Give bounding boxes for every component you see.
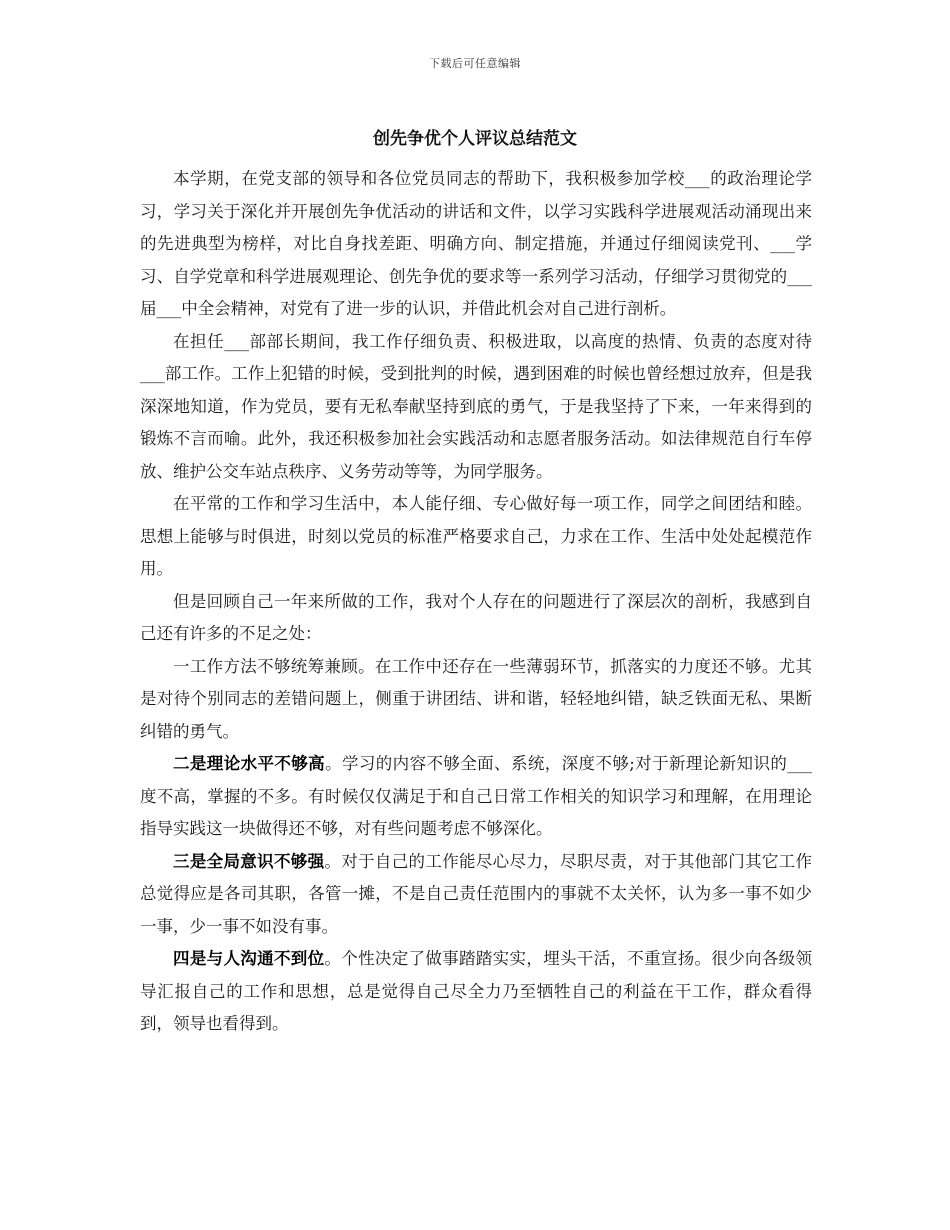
paragraph-6-text: 。学习的内容不够全面、系统，深度不够;对于新理论新知识的___度不高，掌握的不多。有时候仅仅满足于和自己日常工作相关的知识学习和理解，在用理论指导实践这一块做得还不够，对有些问题考虑不够深化。 <box>140 754 813 838</box>
document-body <box>140 163 812 1041</box>
paragraph-2 <box>140 326 812 489</box>
paragraph-8-lead: 四是与人沟通不到位 <box>173 949 325 968</box>
paragraph-4-text: 但是回顾自己一年来所做的工作，我对个人存在的问题进行了深层次的剖析，我感到自己还有许多的不足之处： <box>140 591 812 643</box>
paragraph-7-text: 。对于自己的工作能尽心尽力，尽职尽责，对于其他部门其它工作总觉得应是各司其职，各管一摊，不是自己责任范围内的事就不太关怀，认为多一事不如少一事，少一事不如没有事。 <box>140 851 813 936</box>
paragraph-8-text: 。个性决定了做事踏踏实实，埋头干活，不重宣扬。很少向各级领导汇报自己的工作和思想，总是觉得自己尽全力乃至牺牲自己的利益在干工作，群众看得到，领导也看得到。 <box>140 949 813 1033</box>
paragraph-5-text: 一工作方法不够统筹兼顾。在工作中还存在一些薄弱环节，抓落实的力度还不够。尤其是对待个别同志的差错问题上，侧重于讲团结、讲和谐，轻轻地纠错，缺乏铁面无私、果断纠错的勇气。 <box>140 656 812 741</box>
header-note: 下载后可任意编辑 <box>429 57 521 70</box>
document-title: 创先争优个人评议总结范文 <box>373 129 577 149</box>
paragraph-8 <box>140 943 812 1041</box>
paragraph-1 <box>140 163 812 326</box>
paragraph-3 <box>140 488 812 586</box>
paragraph-2-text: 在担任___部部长期间，我工作仔细负责、积极进取，以高度的热情、负责的态度对待___部工作。工作上犯错的时候，受到批判的时候，遇到困难的时候也曾经想过放弃，但是我深深地知道，作为党员，要有无私奉献坚持到底的勇气，于是我坚持了下来，一年来得到的锻炼不言而喻。此外，我还积极参加社会实践活动和志愿者服务活动。如法律规范自行车停放、维护公交车站点秩序、义务劳动等等，为同学服务。 <box>140 331 812 481</box>
paragraph-3-text: 在平常的工作和学习生活中，本人能仔细、专心做好每一项工作，同学之间团结和睦。思想上能够与时俱进，时刻以党员的标准严格要求自己，力求在工作、生活中处处起模范作用。 <box>140 494 812 578</box>
paragraph-5 <box>140 651 812 749</box>
paragraph-6 <box>140 748 812 846</box>
paragraph-1-text: 本学期，在党支部的领导和各位党员同志的帮助下，我积极参加学校___的政治理论学习，学习关于深化并开展创先争优活动的讲话和文件，以学习实践科学进展观活动涌现出来的先进典型为榜样，对比自身找差距、明确方向、制定措施，并通过仔细阅读党刊、___学习、自学党章和科学进展观理论、创先争优的要求等一系列学习活动，仔细学习贯彻党的___届___中全会精神，对党有了进一步的认识，并借此机会对自己进行剖析。 <box>140 169 812 318</box>
paragraph-7 <box>140 846 812 944</box>
paragraph-4 <box>140 586 812 651</box>
paragraph-6-lead: 二是理论水平不够高 <box>173 754 326 773</box>
paragraph-7-lead: 三是全局意识不够强 <box>173 851 325 871</box>
